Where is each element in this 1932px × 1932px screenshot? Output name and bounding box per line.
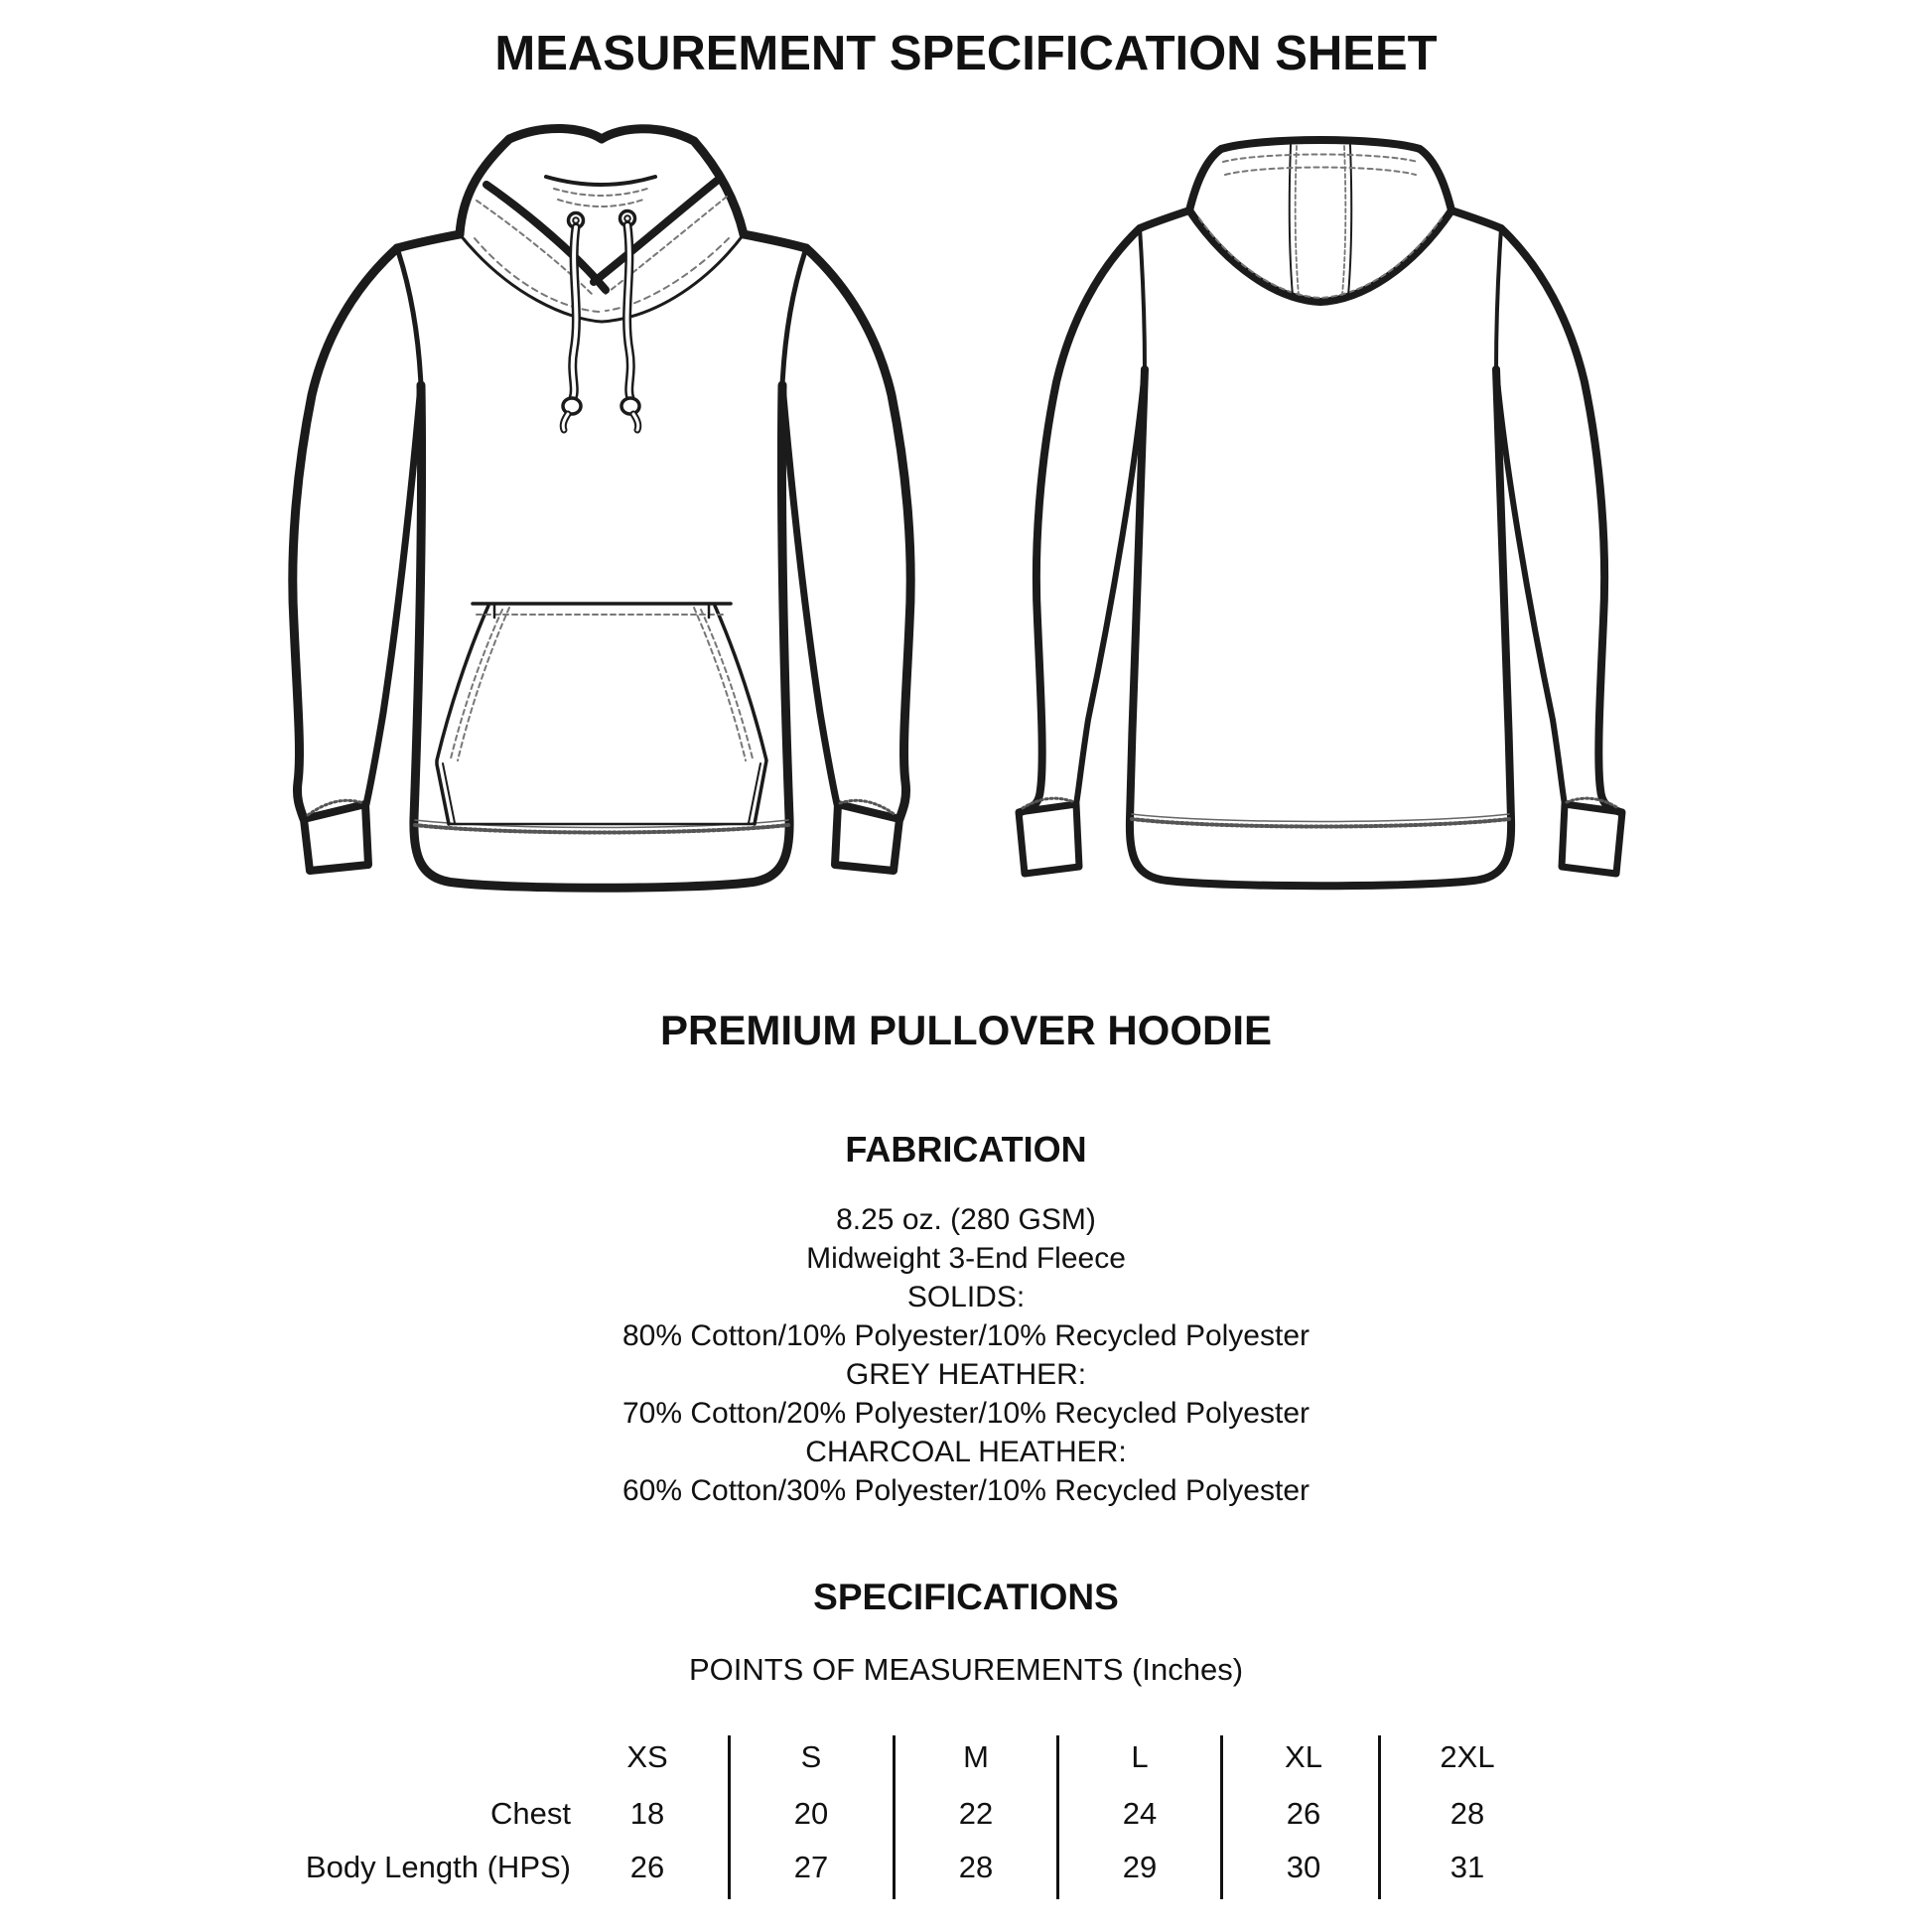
table-value: 20 — [793, 1796, 829, 1831]
fabrication-charcoal-heather-content: 60% Cotton/30% Polyester/10% Recycled Polyester — [621, 1474, 1311, 1507]
points-of-measurement-label: POINTS OF MEASUREMENTS (Inches) — [688, 1652, 1244, 1687]
table-value: 31 — [1449, 1850, 1485, 1884]
size-column-header: L — [1131, 1739, 1149, 1774]
table-value: 28 — [1449, 1796, 1485, 1831]
specifications-heading: SPECIFICATIONS — [813, 1577, 1119, 1617]
fabrication-heading: FABRICATION — [845, 1129, 1087, 1170]
fabrication-weight: 8.25 oz. (280 GSM) — [836, 1203, 1096, 1236]
table-value: 24 — [1122, 1796, 1158, 1831]
table-value: 22 — [958, 1796, 994, 1831]
size-column-header: 2XL — [1440, 1739, 1495, 1774]
fabrication-grey-heather-label: GREY HEATHER: — [845, 1358, 1087, 1391]
fabrication-charcoal-heather-label: CHARCOAL HEATHER: — [805, 1436, 1127, 1468]
size-column-header: M — [963, 1739, 989, 1774]
fabrication-grey-heather-content: 70% Cotton/20% Polyester/10% Recycled Polyester — [621, 1397, 1311, 1430]
table-value: 18 — [629, 1796, 665, 1831]
size-column-header: XS — [626, 1739, 668, 1774]
size-column-header: S — [800, 1739, 822, 1774]
table-value: 26 — [629, 1850, 665, 1884]
page-title: MEASUREMENT SPECIFICATION SHEET — [494, 27, 1438, 80]
row-label-chest: Chest — [490, 1796, 571, 1831]
product-name: PREMIUM PULLOVER HOODIE — [659, 1007, 1273, 1053]
fabrication-solids-label: SOLIDS: — [906, 1281, 1026, 1313]
table-value: 26 — [1286, 1796, 1321, 1831]
table-value: 29 — [1122, 1850, 1158, 1884]
row-label-body-length: Body Length (HPS) — [305, 1850, 571, 1884]
size-column-header: XL — [1285, 1739, 1322, 1774]
table-value: 27 — [793, 1850, 829, 1884]
fabrication-fleece: Midweight 3-End Fleece — [806, 1242, 1126, 1275]
table-value: 28 — [958, 1850, 994, 1884]
table-value: 30 — [1286, 1850, 1321, 1884]
fabrication-solids-content: 80% Cotton/10% Polyester/10% Recycled Polyester — [621, 1319, 1311, 1352]
